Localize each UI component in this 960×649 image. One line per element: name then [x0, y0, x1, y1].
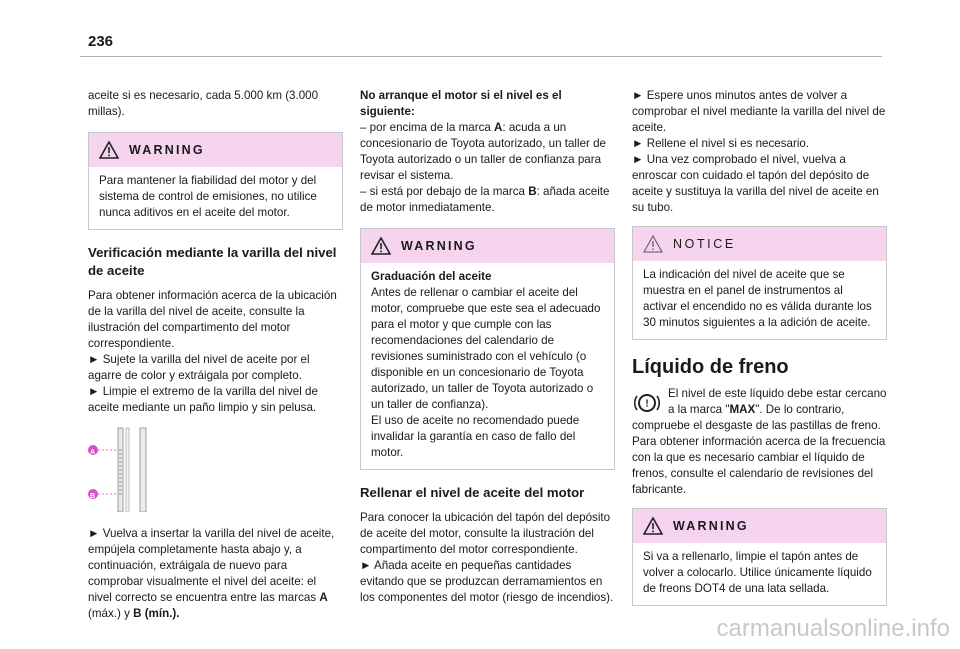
text: : añada aceite de motor inmediatamente.	[360, 185, 610, 214]
warning-title: WARNING	[673, 519, 749, 533]
column-3	[632, 88, 887, 620]
warning-header	[633, 509, 886, 543]
text: El nivel de este líquido debe estar cercano a la marca "	[668, 387, 887, 416]
notice-body: La indicación del nivel de aceite que se muestra en el panel de instrumentos al activar el encendido no es válida durante los 30 minutos siguientes a la adición de aceite.	[643, 268, 872, 329]
svg-text:!: !	[645, 398, 649, 410]
warning-body: Antes de rellenar o cambiar el aceite del motor, compruebe que este sea el adecuado para el motor y que cumple con las recomendaciones del calendario de revisiones suministrado con el vehículo (o disponible en un concesionario de Toyota autorizado, un taller de Toyota autorizado o un taller de confianza).	[371, 286, 601, 411]
column-2	[360, 88, 615, 606]
warning-title: WARNING	[129, 143, 205, 157]
text: – por encima de la marca	[360, 121, 495, 134]
marker-a-label: A	[90, 449, 96, 456]
warning-title: WARNING	[401, 239, 477, 253]
section-heading-dipstick: Verificación mediante la varilla del nivel de aceite	[88, 245, 337, 278]
warning-header	[361, 229, 614, 263]
warning-body: Para mantener la fiabilidad del motor y del sistema de control de emisiones, no utilice nunca aditivos en el aceite del motor.	[99, 174, 317, 219]
notice-box	[632, 226, 887, 340]
max-mark: MAX	[729, 403, 756, 416]
warning-triangle-icon	[99, 141, 119, 159]
text: – si está por debajo de la marca	[360, 185, 529, 198]
bullet-text: ► Vuelva a insertar la varilla del nivel de aceite, empújela completamente hasta abajo y, a continuación, extráigala de nuevo para comprobar visualmente el nivel del aceite: el nivel correcto se encuentra entre las marcas	[88, 527, 335, 604]
section-heading-brake-fluid: Líquido de freno	[632, 356, 789, 378]
top-rule	[80, 56, 882, 57]
warning-box-2	[360, 228, 615, 470]
bullet: ► Una vez comprobado el nivel, vuelva a enroscar con cuidado el tapón del depósito de aceite y sustituya la varilla del nivel de aceite en su tubo.	[632, 153, 879, 214]
paragraph: Para obtener información acerca de la ubicación de la varilla del nivel de aceite, consulte la ilustración del compartimento del motor correspondiente.	[88, 289, 337, 350]
mark-a: A	[319, 591, 328, 604]
bullet: ► Espere unos minutos antes de volver a comprobar el nivel mediante la varilla del nivel de aceite.	[632, 89, 886, 134]
watermark: carmanualsonline.info	[716, 615, 950, 642]
text: ". De lo contrario, compruebe el desgaste de las pastillas de freno.	[632, 403, 881, 432]
bullet: ► Sujete la varilla del nivel de aceite por el agarre de color y extráigala por completo.	[88, 353, 310, 382]
column-1	[88, 88, 343, 622]
intro-text: aceite si es necesario, cada 5.000 km (3.000 millas).	[88, 89, 319, 118]
paragraph: Para obtener información acerca de la frecuencia con la que es necesario cambiar el líquido de frenos, consulte el calendario de revisiones del fabricante.	[632, 435, 886, 496]
warning-triangle-icon	[371, 237, 391, 255]
notice-triangle-icon	[643, 235, 663, 253]
bullet: ► Limpie el extremo de la varilla del nivel de aceite mediante un paño limpio y sin pelusa.	[88, 385, 318, 414]
no-start-line-1	[360, 120, 615, 184]
warning-triangle-icon	[643, 517, 663, 535]
notice-header	[633, 227, 886, 261]
page-number: 236	[88, 33, 114, 50]
brake-fluid-icon	[632, 388, 662, 418]
bullet: ► Rellene el nivel si es necesario.	[632, 137, 810, 150]
no-start-title: No arranque el motor si el nivel es el siguiente:	[360, 89, 562, 118]
warning-body: Si va a rellenarlo, limpie el tapón antes de volver a colocarlo. Utilice únicamente líquido de freons DOT4 de una lata sellada.	[643, 550, 872, 595]
mark-a: A	[494, 121, 503, 134]
text: : acuda a un concesionario de Toyota autorizado, un taller de Toyota autorizado o un taller de confianza para revisar el sistema.	[360, 121, 606, 182]
marker-b-label: B	[90, 493, 96, 500]
warning-box-3	[632, 508, 887, 606]
bullet	[88, 526, 343, 622]
warning-box-1	[88, 132, 343, 230]
mark-b: B (mín.).	[133, 607, 180, 620]
bullet-text-mid: (máx.) y	[88, 607, 134, 620]
no-start-line-2	[360, 184, 615, 216]
brake-paragraph	[632, 386, 887, 434]
paragraph: Para conocer la ubicación del tapón del depósito de aceite del motor, consulte la ilustración del compartimento del motor correspondiente.	[360, 511, 611, 556]
mark-b: B	[528, 185, 537, 198]
warning-body: El uso de aceite no recomendado puede invalidar la garantía en caso de fallo del motor.	[371, 414, 580, 459]
warning-subtitle: Graduación del aceite	[371, 270, 492, 283]
dipstick-illustration	[88, 426, 343, 512]
bullet: ► Añada aceite en pequeñas cantidades evitando que se produzcan derramamientos en los componentes del motor (riesgo de incendios).	[360, 559, 614, 604]
notice-title: NOTICE	[673, 237, 736, 251]
warning-header	[89, 133, 342, 167]
section-heading-refill: Rellenar el nivel de aceite del motor	[360, 485, 585, 500]
